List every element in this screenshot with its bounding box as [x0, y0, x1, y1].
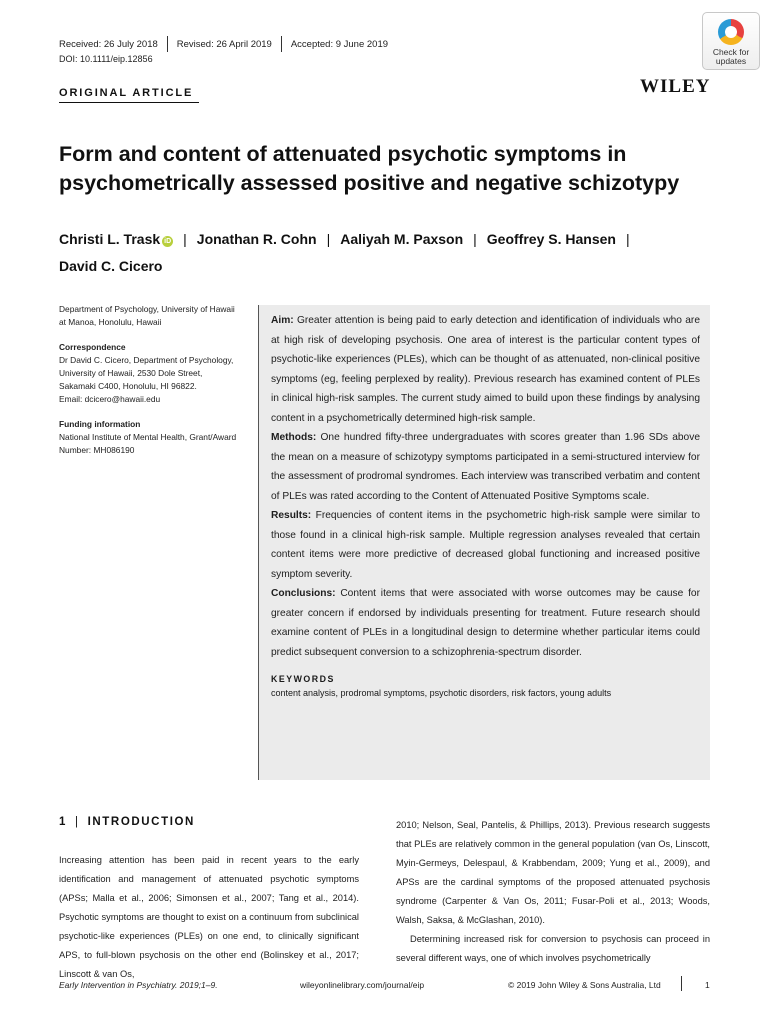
section-heading: 1 | INTRODUCTION — [59, 816, 195, 828]
check-for-updates-label: Check for updates — [712, 47, 750, 66]
author-separator: | — [625, 231, 630, 247]
affiliation: Department of Psychology, University of Hawaii at Manoa, Honolulu, Hawaii — [59, 304, 235, 327]
author-separator: | — [183, 231, 187, 247]
body-paragraph: Increasing attention has been paid in recent years to the early identification and management of attenuated psychotic symptoms (APSs; Malla et al., 2006; Simonsen et al., 2007; Tang et al., 2014). Psychotic symptoms are thought to exist on a continuum from subclinical psychotic-like experiences (PLEs) on one end, to clinically significant APS, to full-blown psychosis on the other end (Bolinskey et al., 2017; Linscott & van Os, — [59, 855, 359, 979]
correspondence-heading: Correspondence — [59, 342, 126, 352]
author-separator: | — [326, 231, 331, 247]
publisher-logo: WILEY — [640, 76, 711, 97]
orcid-icon[interactable]: iD — [164, 238, 172, 245]
abstract-aim: Aim: Greater attention is being paid to early detection and identification of individuals who are at high risk of developing psychosis. One area of interest is the particular content types of psychotic-like experiences (PLEs), which can be thought of as attenuated, non-clinical positive symptoms (eg, feeling perplexed by reality). Previous research has examined content of PLEs in clinical high-risk samples. The current study aimed to build upon these findings by analysing content in a psychometrically determined high-risk sample. — [271, 315, 700, 424]
abstract-conclusions: Conclusions: Content items that were associated with worse outcomes may be cause for greater concern if endorsed by individuals presenting for treatment. Future research should examine content of PLEs in a longitudinal design to determine whether particular items could predict subsequent conversion to a schizophrenia-spectrum disorder. — [271, 588, 700, 658]
funding-heading: Funding information — [59, 419, 141, 429]
crossmark-icon — [718, 19, 744, 45]
footer-copyright: © 2019 John Wiley & Sons Australia, Ltd — [508, 980, 661, 990]
footer-url[interactable]: wileyonlinelibrary.com/journal/eip — [300, 980, 425, 990]
article-title: Form and content of attenuated psychotic symptoms in psychometrically assessed positive and negative schizotypy — [59, 142, 680, 195]
author-name[interactable]: David C. Cicero — [59, 258, 163, 274]
body-column-left — [59, 851, 359, 984]
page-number: 1 — [705, 980, 710, 990]
abstract-methods: Methods: One hundred fifty-three undergraduates with scores greater than 1.96 SDs above the mean on a measure of schizotypy symptoms participated in a semi-structured interview for the assessment of prodromal syndromes. Each interview was transcribed verbatim and content of PLEs was rated according to the Content of Attenuated Positive Symptoms scale. — [271, 432, 700, 502]
article-type: ORIGINAL ARTICLE — [59, 87, 194, 99]
author-name[interactable]: Christi L. Trask — [59, 231, 161, 247]
article-sidebar — [59, 303, 239, 469]
check-for-updates-button[interactable] — [702, 12, 760, 70]
body-paragraph: Determining increased risk for conversion to psychosis can proceed in several different ways, one of which involves psychometrically — [396, 934, 710, 963]
correspondence-block — [59, 341, 239, 406]
article-type-underline — [59, 102, 199, 103]
funding-text: National Institute of Mental Health, Grant/Award Number: MH086190 — [59, 432, 237, 455]
email-link[interactable]: Email: dcicero@hawaii.edu — [59, 394, 161, 404]
revised-date: Revised: 26 April 2019 — [176, 38, 272, 50]
abstract-box — [258, 305, 710, 780]
accepted-date: Accepted: 9 June 2019 — [290, 38, 389, 50]
date-divider — [167, 36, 168, 52]
author-name[interactable]: Geoffrey S. Hansen — [486, 231, 616, 247]
footer-journal: Early Intervention in Psychiatry. 2019;1–9. — [59, 980, 218, 990]
author-name[interactable]: Aaliyah M. Paxson — [340, 231, 464, 247]
body-column-right — [396, 816, 710, 968]
keywords-heading: KEYWORDS — [271, 674, 335, 684]
abstract-results: Results: Frequencies of content items in the psychometric high-risk sample were similar to those found in a clinical high-risk sample. Multiple regression analyses revealed that certain content items were more predictive of decreased global functioning and increased positive symptom severity. — [271, 510, 700, 580]
doi[interactable]: DOI: 10.1111/eip.12856 — [59, 54, 153, 64]
date-divider — [281, 36, 282, 52]
funding-block — [59, 418, 239, 457]
received-date: Received: 26 July 2018 — [59, 38, 158, 50]
author-list — [59, 226, 719, 280]
footer-divider — [681, 976, 682, 991]
body-paragraph: 2010; Nelson, Seal, Pantelis, & Phillips, 2013). Previous research suggests that PLEs are relatively common in the general population (van Os, Linscott, Myin-Germeys, Delespaul, & Krabbendam, 2009; Yung et al., 2009), and APSs are the cardinal symptoms of the proposed attenuated psychosis syndrome (Carpenter & Van Os, 2011; Fusar-Poli et al., 2013; Woods, Walsh, Saksa, & McGlashan, 2010). — [396, 820, 710, 925]
keywords-list: content analysis, prodromal symptoms, psychotic disorders, risk factors, young adults — [271, 688, 612, 698]
publication-dates — [59, 36, 388, 52]
correspondence-address: Dr David C. Cicero, Department of Psychology, University of Hawaii, 2530 Dole Street, Sakamaki C400, Honolulu, HI 96822. — [59, 355, 234, 391]
author-separator: | — [473, 231, 477, 247]
author-name[interactable]: Jonathan R. Cohn — [196, 231, 317, 247]
